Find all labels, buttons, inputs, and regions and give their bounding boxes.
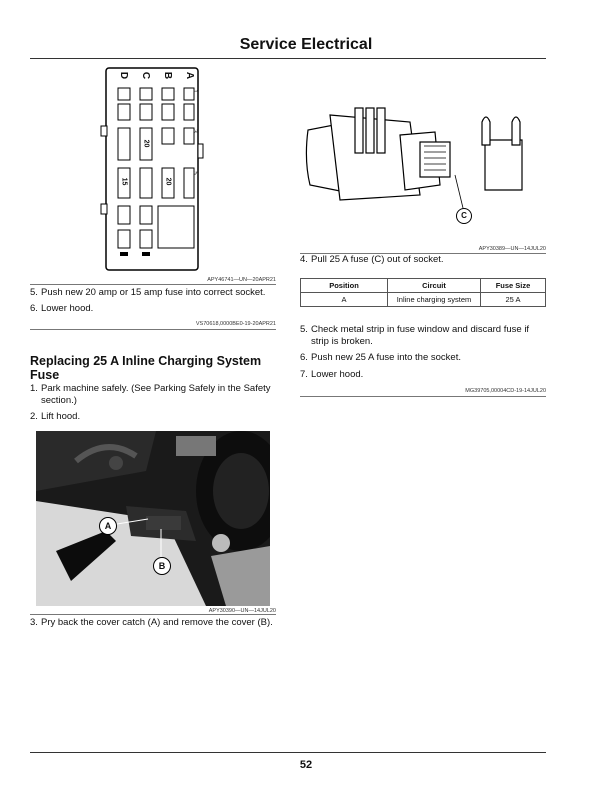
- table-header: Position: [301, 279, 388, 293]
- page-number: 52: [299, 759, 313, 771]
- step-text: Lower hood.: [311, 369, 364, 380]
- step-text: Push new 25 A fuse into the socket.: [311, 352, 461, 363]
- step-number: 1.: [30, 383, 38, 394]
- left-step-1: [30, 383, 276, 406]
- table-row: [301, 293, 546, 307]
- step-number: 7.: [300, 369, 308, 380]
- reference-code-1: VS70618,0000BE0-19-20APR21: [195, 321, 276, 327]
- col-number-5: 5: [191, 171, 198, 175]
- figure2-separator: [30, 614, 276, 615]
- table-header: Fuse Size: [481, 279, 546, 293]
- step-text: Lower hood.: [41, 303, 94, 314]
- step-number: 6.: [30, 303, 38, 314]
- fuse-box-figure: [100, 64, 210, 274]
- step-number: 2.: [30, 411, 38, 422]
- col-number-1: 1: [191, 89, 198, 93]
- table-cell: A: [301, 293, 388, 307]
- step-text: Pull 25 A fuse (C) out of socket.: [311, 254, 444, 265]
- table-cell: 25 A: [481, 293, 546, 307]
- step-text: Check metal strip in fuse window and discard fuse if strip is broken.: [311, 324, 530, 347]
- step-text: Lift hood.: [41, 411, 81, 422]
- row-label-a: A: [184, 71, 196, 80]
- fuse-label-20a: 20: [142, 139, 150, 148]
- fuse-holder-figure: [300, 100, 546, 230]
- left-step-3: [30, 617, 276, 629]
- left-step-6: [30, 303, 276, 315]
- section-heading: Replacing 25 A Inline Charging System Fuse: [30, 354, 262, 382]
- figure1-caption: APY46741—UN—20APR21: [207, 277, 276, 283]
- table-header-row: [301, 279, 546, 293]
- right-step-4: [300, 254, 546, 266]
- row-label-b: B: [162, 71, 174, 80]
- fuse-label-20b: 20: [164, 177, 172, 186]
- callout-a: A: [99, 517, 117, 535]
- step-number: 6.: [300, 352, 308, 363]
- figure2-caption: APY30390—UN—14JUL20: [208, 608, 276, 614]
- table-cell: Inline charging system: [388, 293, 481, 307]
- inline-fuse-holder-diagram: [300, 100, 546, 230]
- callout-leaders: [36, 431, 270, 606]
- header-rule: [30, 58, 546, 59]
- page-title: Service Electrical: [239, 36, 373, 53]
- table-header: Circuit: [388, 279, 481, 293]
- section-separator: [30, 329, 276, 330]
- fuse-box-diagram: [100, 64, 210, 274]
- step-number: 3.: [30, 617, 38, 628]
- step-text: Park machine safely. (See Parking Safely in the Safety section.): [41, 383, 271, 406]
- fuse-label-15: 15: [120, 177, 128, 186]
- figure3-caption: APY30389—UN—14JUL20: [478, 246, 546, 252]
- row-label-c: C: [140, 71, 152, 80]
- row-label-d: D: [118, 71, 130, 80]
- right-step-6: [300, 352, 546, 364]
- right-step-5: [300, 324, 546, 347]
- step-number: 5.: [300, 324, 308, 335]
- callout-b: B: [153, 557, 171, 575]
- right-step-7: [300, 369, 546, 381]
- col-number-3: 3: [191, 129, 198, 133]
- footer-rule: [30, 752, 546, 753]
- left-step-2: [30, 411, 276, 423]
- callout-c: C: [456, 208, 472, 224]
- step-number: 5.: [30, 287, 38, 298]
- step-text: Push new 20 amp or 15 amp fuse into correct socket.: [41, 287, 266, 298]
- left-step-5: [30, 287, 276, 299]
- right-end-separator: [300, 396, 546, 397]
- step-text: Pry back the cover catch (A) and remove the cover (B).: [41, 617, 273, 628]
- reference-code-2: MG39705,00004CD-19-14JUL20: [465, 388, 546, 394]
- hood-photo-figure: [36, 431, 270, 606]
- step-number: 4.: [300, 254, 308, 265]
- figure1-separator: [30, 284, 276, 285]
- fuse-table: [300, 278, 546, 307]
